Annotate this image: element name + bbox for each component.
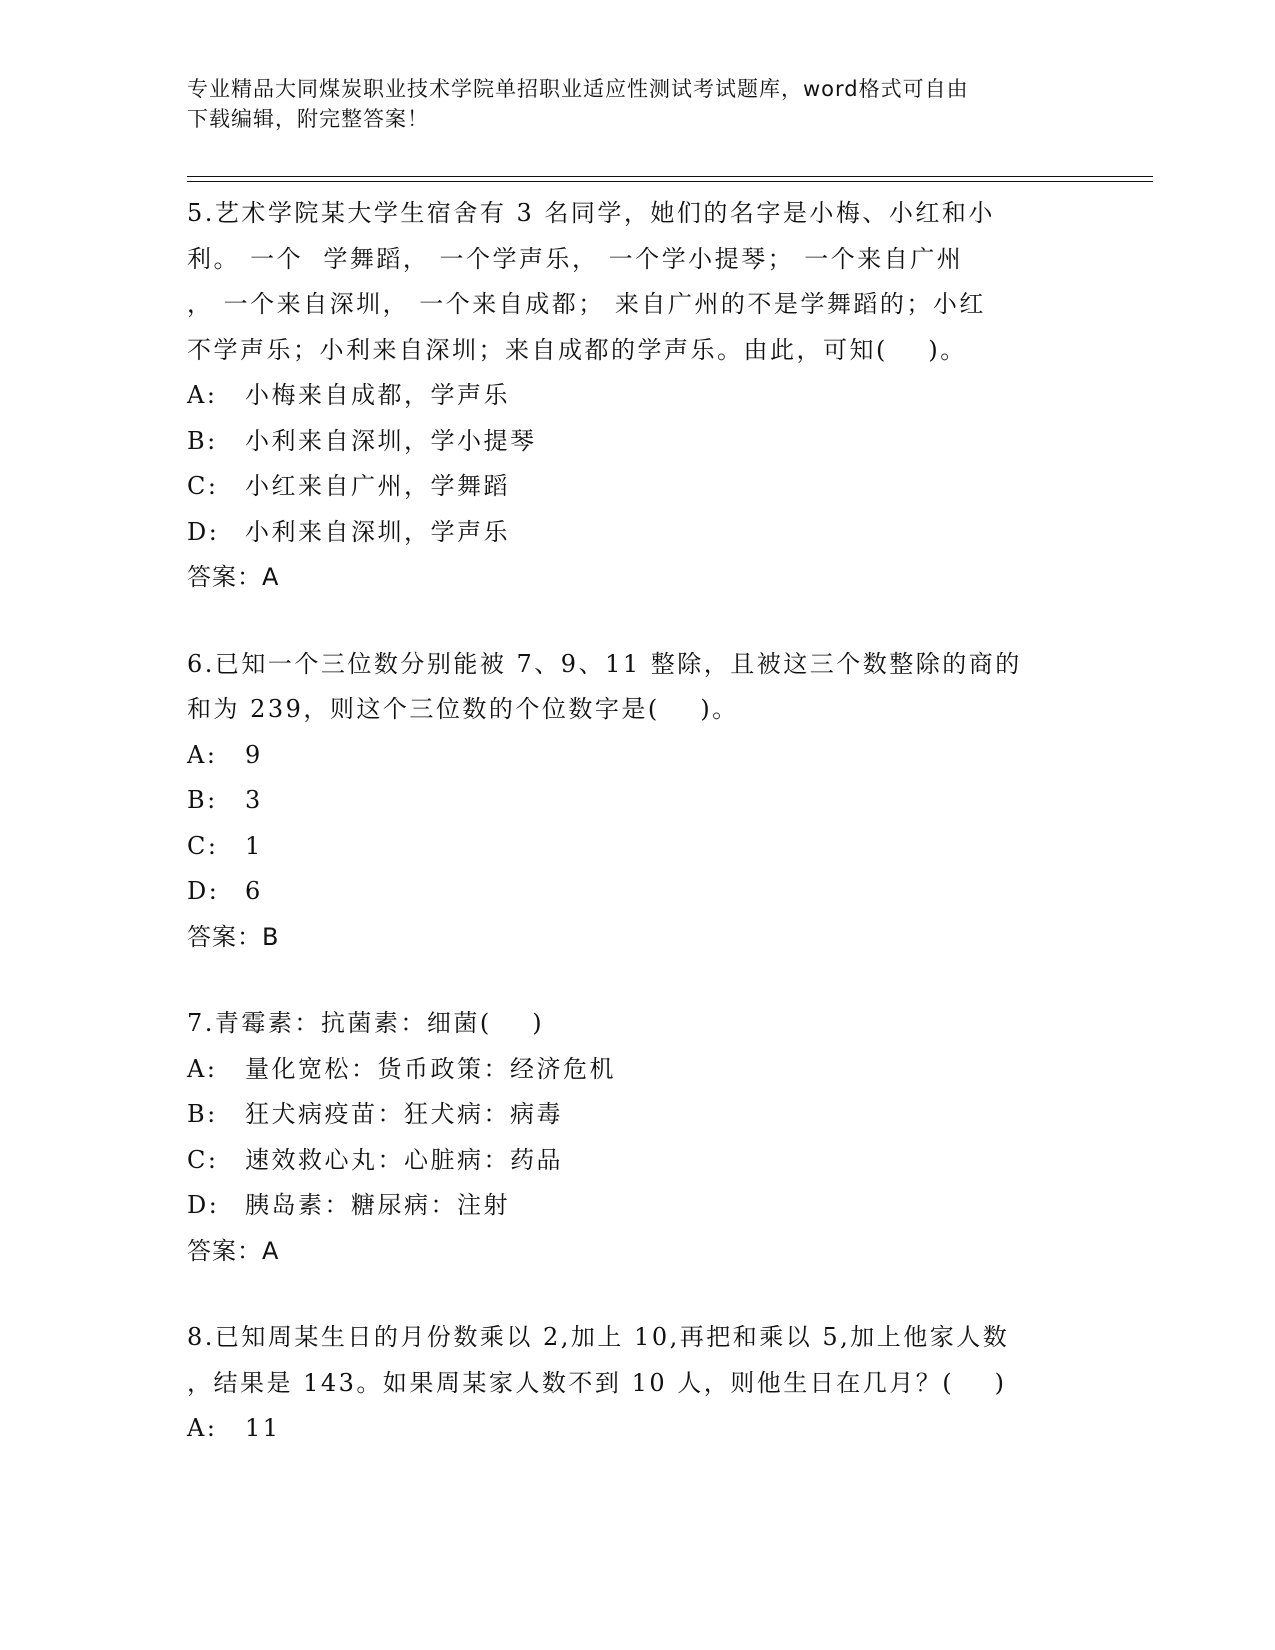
option-c (187, 824, 1087, 870)
option-text: 狂犬病疫苗：狂犬病：病毒 (245, 1100, 563, 1128)
header-line-1: 专业精品大同煤炭职业技术学院单招职业适应性测试考试题库，word格式可自由 (187, 77, 969, 101)
option-text: 量化宽松：货币政策：经济危机 (245, 1054, 616, 1083)
header-line-2: 下载编辑，附完整答案！ (187, 107, 429, 131)
question-gap (187, 960, 1087, 1001)
option-c (187, 464, 1087, 510)
question-text-line: 和为 239，则这个三位数的个位数字是( )。 (187, 695, 739, 723)
option-text: 11 (245, 1414, 281, 1442)
option-letter: D: (187, 1191, 220, 1219)
option-letter: C: (187, 1145, 219, 1174)
option-b (187, 778, 1087, 824)
option-text: 小红来自广州，学舞蹈 (245, 472, 510, 500)
option-letter: B: (187, 1100, 218, 1128)
question-list (187, 191, 1087, 1452)
option-text: 小利来自深圳，学小提琴 (245, 426, 537, 455)
question-5 (187, 191, 1087, 601)
header-rule-bottom (187, 181, 1153, 182)
question-text-line: ， 一个来自深圳， 一个来自成都； 来自广州的不是学舞蹈的；小红 (187, 290, 986, 318)
question-gap (187, 601, 1087, 642)
question-6 (187, 642, 1087, 961)
question-8 (187, 1315, 1087, 1452)
option-letter: D: (187, 877, 220, 905)
option-text: 胰岛素：糖尿病：注射 (245, 1191, 510, 1219)
option-letter: A: (187, 381, 218, 409)
question-gap (187, 1274, 1087, 1315)
option-letter: B: (187, 786, 218, 814)
option-a (187, 373, 1087, 419)
option-letter: A: (187, 1414, 218, 1442)
question-text-line: 6.已知一个三位数分别能被 7、9、11 整除，且被这三个数整除的商的 (187, 649, 1022, 678)
option-a (187, 733, 1087, 779)
option-d (187, 869, 1087, 915)
option-text: 3 (245, 786, 263, 814)
option-text: 6 (245, 877, 263, 905)
question-text-line: 不学声乐；小利来自深圳；来自成都的学声乐。由此，可知( )。 (187, 335, 967, 364)
option-letter: D: (187, 517, 220, 546)
option-letter: A: (187, 1054, 218, 1083)
option-a (187, 1406, 1087, 1452)
option-b (187, 419, 1087, 465)
question-7 (187, 1001, 1087, 1274)
answer-line: 答案：A (187, 563, 280, 591)
option-text: 1 (245, 831, 263, 860)
question-text-line: 5.艺术学院某大学生宿舍有 3 名同学，她们的名字是小梅、小红和小 (187, 199, 995, 227)
option-letter: C: (187, 472, 219, 500)
option-d (187, 510, 1087, 556)
option-d (187, 1183, 1087, 1229)
question-text-line: 8.已知周某生日的月份数乘以 2,加上 10,再把和乘以 5,加上他家人数 (187, 1323, 1010, 1351)
option-letter: C: (187, 831, 219, 860)
option-c (187, 1138, 1087, 1184)
option-text: 小梅来自成都，学声乐 (245, 381, 510, 409)
option-text: 速效救心丸：心脏病：药品 (245, 1145, 563, 1174)
option-text: 小利来自深圳，学声乐 (245, 517, 510, 546)
option-text: 9 (245, 740, 263, 769)
question-text-line: 利。 一个 学舞蹈， 一个学声乐， 一个学小提琴； 一个来自广州 (187, 244, 964, 273)
option-letter: A: (187, 740, 218, 769)
question-text-line: ，结果是 143。如果周某家人数不到 10 人，则他生日在几月？( ) (187, 1368, 1007, 1397)
answer-line: 答案：A (187, 1236, 280, 1265)
option-a (187, 1047, 1087, 1093)
header-rule-top (187, 176, 1153, 177)
question-text-line: 7.青霉素：抗菌素：细菌( ) (187, 1009, 545, 1037)
option-letter: B: (187, 426, 218, 455)
answer-line: 答案：B (187, 922, 280, 951)
document-header (187, 74, 1087, 134)
option-b (187, 1092, 1087, 1138)
